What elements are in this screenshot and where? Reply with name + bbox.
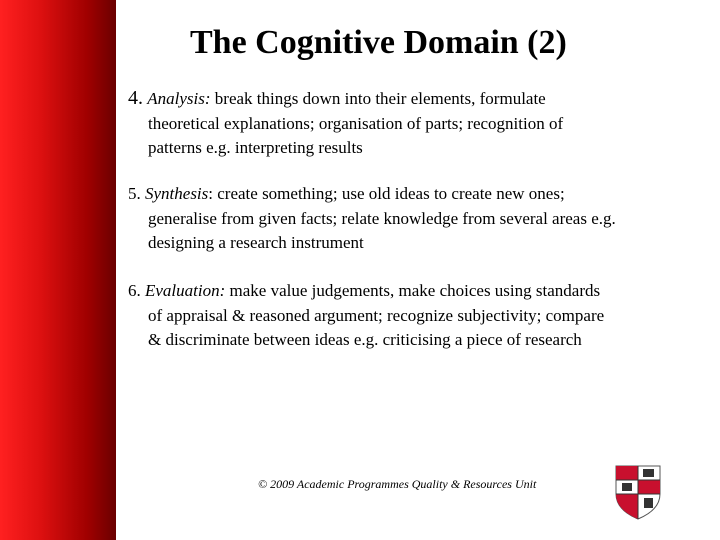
university-crest-icon: [614, 464, 662, 520]
item-first-line: [128, 279, 703, 304]
item-text-line: & discriminate between ideas e.g. criticising a piece of research: [148, 330, 582, 349]
item-number: 4.: [128, 87, 143, 109]
list-item-evaluation: [128, 279, 703, 353]
slide-title: The Cognitive Domain (2): [190, 24, 567, 61]
item-number: 5.: [128, 184, 141, 203]
item-text-line: : create something; use old ideas to create new ones;: [208, 184, 565, 203]
item-term: Evaluation:: [145, 281, 226, 300]
list-item-analysis: [128, 86, 703, 161]
red-gradient-sidebar: [0, 0, 116, 540]
item-text-line: generalise from given facts; relate knowledge from several areas e.g.: [148, 208, 616, 228]
item-first-line: [128, 86, 703, 112]
item-text-line: of appraisal & reasoned argument; recognize subjectivity; compare: [148, 305, 605, 325]
item-text-line: make value judgements, make choices using standards: [225, 281, 601, 300]
item-term: Analysis:: [147, 89, 211, 108]
item-text-line: patterns e.g. interpreting results: [148, 138, 363, 157]
item-text-line: designing a research instrument: [148, 233, 364, 252]
item-number: 6.: [128, 281, 141, 300]
item-term: Synthesis: [145, 184, 209, 203]
copyright-footer: © 2009 Academic Programmes Quality & Resources Unit: [258, 477, 537, 491]
item-text-line: theoretical explanations; organisation of parts; recognition of: [148, 113, 564, 133]
item-first-line: [128, 182, 703, 207]
item-text-line: break things down into their elements, formulate: [210, 89, 546, 108]
list-item-synthesis: [128, 182, 703, 256]
